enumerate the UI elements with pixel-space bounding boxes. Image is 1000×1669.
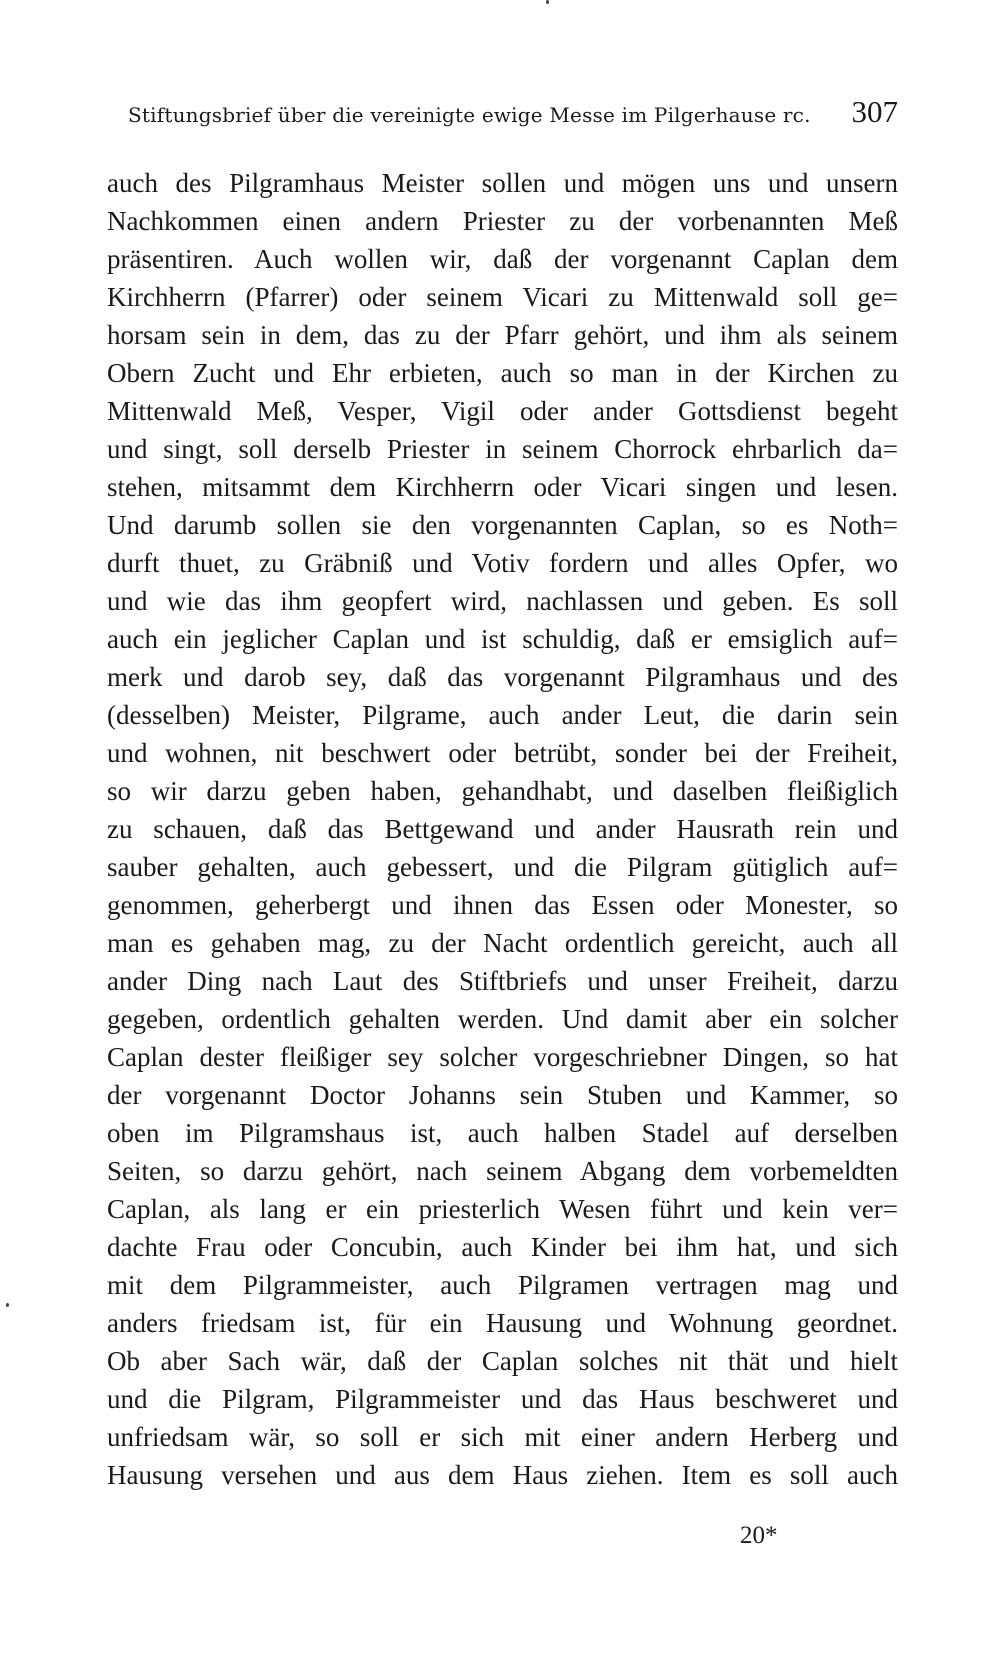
text-line: genommen, geherbergt und ihnen das Essen oder Monester, so — [107, 890, 898, 920]
text-line: oben im Pilgramshaus ist, auch halben Stadel auf derselben — [107, 1118, 898, 1148]
text-line: präsentiren. Auch wollen wir, daß der vorgenannt Caplan dem — [107, 244, 898, 274]
text-line: und singt, soll derselb Priester in seinem Chorrock ehrbarlich da= — [107, 434, 898, 464]
page-number: 307 — [851, 94, 898, 129]
text-line: Ob aber Sach wär, daß der Caplan solches nit thät und hielt — [107, 1346, 898, 1376]
scan-speck — [546, 0, 549, 4]
text-line: unfriedsam wär, so soll er sich mit einer andern Herberg und — [107, 1422, 898, 1452]
text-line: Kirchherrn (Pfarrer) oder seinem Vicari zu Mittenwald soll ge= — [107, 282, 898, 312]
body-text — [107, 164, 898, 1494]
text-line: gegeben, ordentlich gehalten werden. Und damit aber ein solcher — [107, 1004, 898, 1034]
text-line: ander Ding nach Laut des Stiftbriefs und unser Freiheit, darzu — [107, 966, 898, 996]
text-line: Caplan, als lang er ein priesterlich Wesen führt und kein ver= — [107, 1194, 898, 1224]
text-line: durft thuet, zu Gräbniß und Votiv fordern und alles Opfer, wo — [107, 548, 898, 578]
text-line: auch des Pilgramhaus Meister sollen und mögen uns und unsern — [107, 168, 898, 198]
text-line: auch ein jeglicher Caplan und ist schuldig, daß er emsiglich auf= — [107, 624, 898, 654]
text-line: Seiten, so darzu gehört, nach seinem Abgang dem vorbemeldten — [107, 1156, 898, 1186]
text-line: (desselben) Meister, Pilgrame, auch ander Leut, die darin sein — [107, 700, 898, 730]
text-line: merk und darob sey, daß das vorgenannt Pilgramhaus und des — [107, 662, 898, 692]
text-line: sauber gehalten, auch gebessert, und die Pilgram gütiglich auf= — [107, 852, 898, 882]
text-line: Und darumb sollen sie den vorgenannten Caplan, so es Noth= — [107, 510, 898, 540]
text-line: zu schauen, daß das Bettgewand und ander Hausrath rein und — [107, 814, 898, 844]
scan-speck — [6, 1303, 9, 1307]
text-line: Nachkommen einen andern Priester zu der vorbenannten Meß — [107, 206, 898, 236]
page-header — [128, 94, 898, 134]
text-line: so wir darzu geben haben, gehandhabt, und daselben fleißiglich — [107, 776, 898, 806]
text-line: stehen, mitsammt dem Kirchherrn oder Vicari singen und lesen. — [107, 472, 898, 502]
text-line: Hausung versehen und aus dem Haus ziehen. Item es soll auch — [107, 1460, 898, 1490]
text-line: dachte Frau oder Concubin, auch Kinder bei ihm hat, und sich — [107, 1232, 898, 1262]
text-line: anders friedsam ist, für ein Hausung und Wohnung geordnet. — [107, 1308, 898, 1338]
signature-mark: 20* — [740, 1522, 778, 1549]
text-line: Obern Zucht und Ehr erbieten, auch so man in der Kirchen zu — [107, 358, 898, 388]
text-line: horsam sein in dem, das zu der Pfarr gehört, und ihm als seinem — [107, 320, 898, 350]
text-line: und die Pilgram, Pilgrammeister und das Haus beschweret und — [107, 1384, 898, 1414]
text-line: Caplan dester fleißiger sey solcher vorgeschriebner Dingen, so hat — [107, 1042, 898, 1072]
running-head: Stiftungsbrief über die vereinigte ewige Messe im Pilgerhause rc. — [128, 103, 811, 127]
text-line: Mittenwald Meß, Vesper, Vigil oder ander Gottsdienst begeht — [107, 396, 898, 426]
text-line: und wie das ihm geopfert wird, nachlassen und geben. Es soll — [107, 586, 898, 616]
text-line: mit dem Pilgrammeister, auch Pilgramen vertragen mag und — [107, 1270, 898, 1300]
text-line: und wohnen, nit beschwert oder betrübt, sonder bei der Freiheit, — [107, 738, 898, 768]
text-line: der vorgenannt Doctor Johanns sein Stuben und Kammer, so — [107, 1080, 898, 1110]
text-line: man es gehaben mag, zu der Nacht ordentlich gereicht, auch all — [107, 928, 898, 958]
